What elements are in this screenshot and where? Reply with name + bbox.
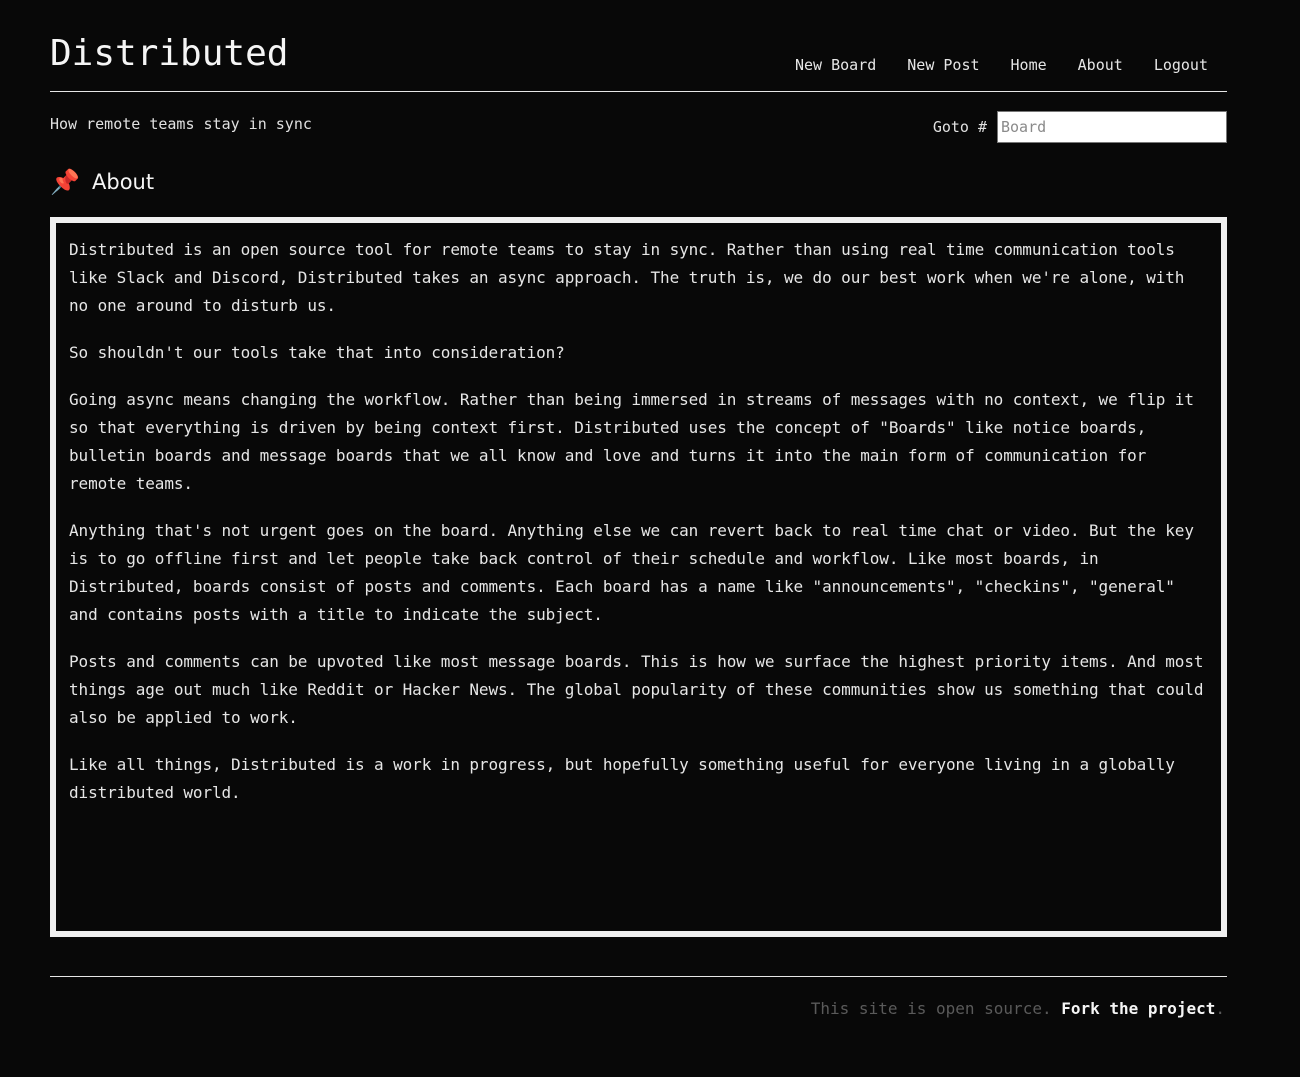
subheader <box>50 92 1227 152</box>
footer-text <box>811 999 1225 1018</box>
pushpin-icon: 📌 <box>50 168 80 196</box>
about-paragraph: Anything that's not urgent goes on the board. Anything else we can revert back to real time chat or video. But the key is to go offline first and let people take back control of their schedule and workflow. Like most boards, in Distributed, boards consist of posts and comments. Each board has a name like "announcements", "checkins", "general" and contains posts with a title to indicate the subject. <box>69 521 1194 624</box>
site-footer <box>50 976 1227 1018</box>
page-title: About <box>92 170 155 194</box>
about-paragraph: Distributed is an open source tool for remote teams to stay in sync. Rather than using real time communication tools like Slack and Discord, Distributed takes an async approach. The truth is, we do our best work when we're alone, with no one around to disturb us. <box>69 240 1185 315</box>
page-heading <box>50 167 154 197</box>
about-paragraph: Going async means changing the workflow. Rather than being immersed in streams of messages with no context, we flip it so that everything is driven by being context first. Distributed uses the concept of "Boards" like notice boards, bulletin boards and message boards that we all know and love and turns it into the main form of communication for remote teams. <box>69 390 1194 493</box>
nav-new-post[interactable]: New Post <box>907 56 980 74</box>
tagline: How remote teams stay in sync <box>50 115 312 133</box>
footer-open-source-text: This site is open source. <box>810 999 1052 1018</box>
site-header <box>50 0 1227 92</box>
goto-label: Goto # <box>932 118 987 136</box>
about-paragraph: Posts and comments can be upvoted like most message boards. This is how we surface the highest priority items. And most things age out much like Reddit or Hacker News. The global popularity of these communities show us something that could also be applied to work. <box>69 652 1204 727</box>
nav-about[interactable]: About <box>1077 56 1123 74</box>
site-title-link[interactable]: Distributed <box>50 33 289 74</box>
page-container <box>50 0 1227 1018</box>
nav-home[interactable]: Home <box>1010 56 1047 74</box>
fork-project-link[interactable]: Fork the project <box>1061 999 1216 1018</box>
about-paragraph: Like all things, Distributed is a work in progress, but hopefully something useful for everyone living in a globally distributed world. <box>69 755 1175 802</box>
footer-period: . <box>1215 999 1225 1018</box>
about-paragraph: So shouldn't our tools take that into consideration? <box>69 343 565 362</box>
goto-board-form <box>933 111 1227 143</box>
about-content-box <box>50 217 1227 937</box>
nav-logout[interactable]: Logout <box>1153 56 1208 74</box>
nav-new-board[interactable]: New Board <box>795 56 877 74</box>
main-nav <box>764 54 1208 76</box>
goto-board-input[interactable] <box>997 111 1227 143</box>
